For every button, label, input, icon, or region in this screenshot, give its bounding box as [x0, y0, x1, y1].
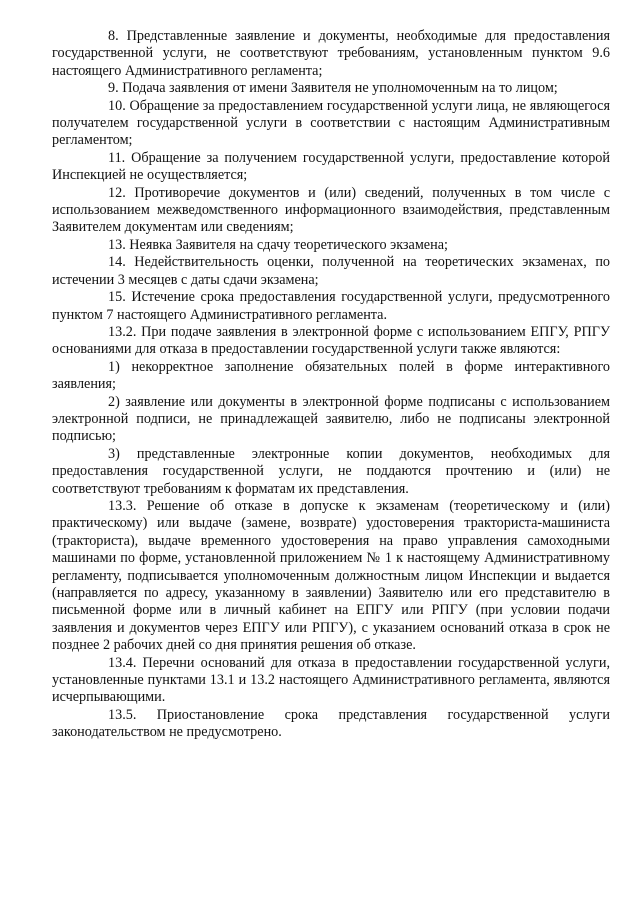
paragraph-section-13-5: 13.5. Приостановление срока представления государственной услуги законодательством не предусмотрено.	[52, 706, 610, 741]
paragraph-section-13-2: 13.2. При подаче заявления в электронной форме с использованием ЕПГУ, РПГУ основаниями для отказа в предоставлении государственной услуги также являются:	[52, 323, 610, 358]
paragraph-item-14: 14. Недействительность оценки, полученной на теоретических экзаменах, по истечении 3 месяцев с даты сдачи экзамена;	[52, 254, 610, 288]
paragraph-item-12: 12. Противоречие документов и (или) сведений, полученных в том числе с использованием межведомственного информационного взаимодействия, представленным Заявителем документам или сведениям;	[52, 184, 610, 236]
paragraph-subitem-3: 3) представленные электронные копии документов, необходимых для предоставления государственной услуги, не поддаются прочтению и (или) не соответствуют требованиям к форматам их представления.	[52, 445, 610, 497]
paragraph-item-13: 13. Неявка Заявителя на сдачу теоретического экзамена;	[108, 236, 448, 253]
paragraph-subitem-2: 2) заявление или документы в электронной форме подписаны с использованием электронной подписи, не принадлежащей заявителю, либо не подписаны электронной подписью;	[52, 393, 610, 445]
paragraph-section-13-3: 13.3. Решение об отказе в допуске к экзаменам (теоретическому и (или) практическому) или выдаче (замене, возврате) удостоверения тракториста-машиниста (тракториста), выдаче временного удостоверения на право управления самоходными машинами по форме, установленной приложением № 1 к настоящему Административному регламенту, подписывается уполномоченным должностным лицом Инспекции и выдается (направляется по адресу, указанному в заявлении) Заявителю или его представителю в письменной форме или в личный кабинет на ЕПГУ или РПГУ (при условии подачи заявления и документов через ЕПГУ или РПГУ), с указанием оснований отказа в срок не позднее 2 рабочих дней со дня принятия решения об отказе.	[52, 497, 610, 654]
paragraph-subitem-1: 1) некорректное заполнение обязательных полей в форме интерактивного заявления;	[52, 358, 610, 393]
paragraph-item-9: 9. Подача заявления от имени Заявителя не уполномоченным на то лицом;	[108, 80, 558, 97]
document-page	[52, 28, 610, 742]
paragraph-item-8: 8. Представленные заявление и документы, необходимые для предоставления государственной услуги, не соответствуют требованиям, установленным пунктом 9.6 настоящего Административного регламента;	[52, 28, 610, 79]
paragraph-section-13-4: 13.4. Перечни оснований для отказа в предоставлении государственной услуги, установленные пунктами 13.1 и 13.2 настоящего Административного регламента, являются исчерпывающими.	[52, 654, 610, 706]
paragraph-item-10: 10. Обращение за предоставлением государственной услуги лица, не являющегося получателем государственной услуги в соответствии с настоящим Административным регламентом;	[52, 97, 610, 149]
paragraph-item-11: 11. Обращение за получением государственной услуги, предоставление которой Инспекцией не осуществляется;	[52, 149, 610, 184]
paragraph-item-15: 15. Истечение срока предоставления государственной услуги, предусмотренного пунктом 7 настоящего Административного регламента.	[52, 289, 610, 323]
